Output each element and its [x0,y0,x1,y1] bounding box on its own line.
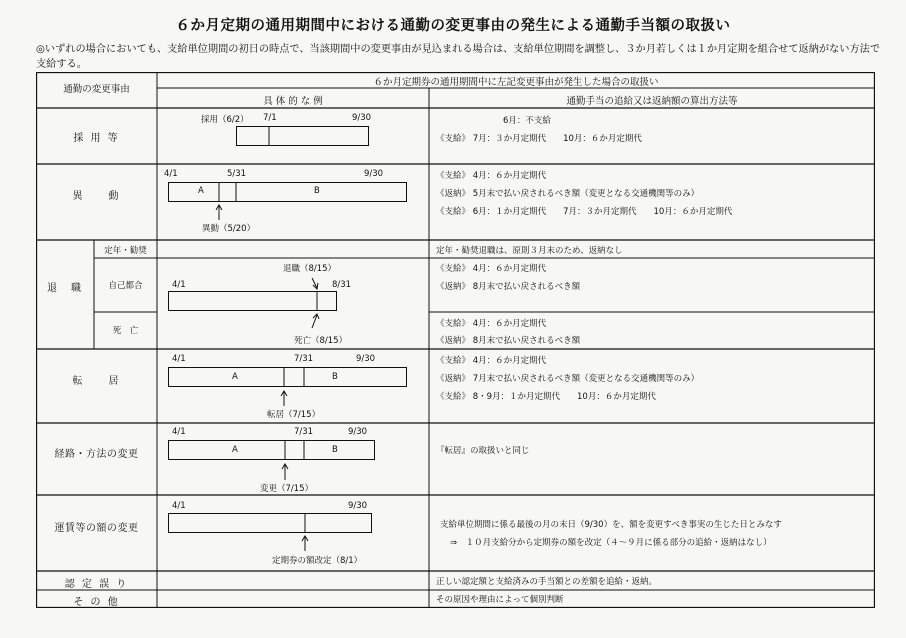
label-sonota: そ の 他 [73,597,120,608]
header-method: 通勤手当の追給又は返納額の算出方法等 [566,96,738,107]
ido-segment-b: B [314,186,320,196]
shibo-method-1: 《支給》 4月：６か月定期代 [436,319,547,329]
keiro-segment-b: B [332,445,338,455]
jiko-method-1: 《支給》 4月：６か月定期代 [436,264,547,274]
saiyo-date-hire: 採用（6/2） [201,115,249,125]
tenkyo-segment-b: B [332,372,338,382]
tenkyo-date-start: 4/1 [172,354,186,364]
taishoku-date-end: 8/31 [332,280,352,290]
keiro-date-start: 4/1 [172,427,186,437]
header-reason: 通勤の変更事由 [63,84,130,95]
ido-date-end: 9/30 [364,169,384,179]
label-saiyo: 採 用 等 [73,133,120,144]
ido-date-mid: 5/31 [227,169,247,179]
label-unchin: 運賃等の額の変更 [54,523,139,534]
label-jiko: 自己都合 [108,281,143,291]
ido-segment-a: A [198,186,204,196]
saiyo-method-1: 6月：不支給 [503,116,551,126]
ido-event: 異動（5/20） [202,224,256,234]
keiro-method-1: 『転居』の取扱いと同じ [436,446,530,456]
intro-note: ◎いずれの場合においても、支給単位期間の初日の時点で、当該期間中の変更事由が見込まれる場合は、支給単位期間を調整し、３か月若しくは１か月定期を組合せて返納がない方法で支給する。 [36,44,881,70]
keiro-segment-a: A [232,445,238,455]
tenkyo-date-mid: 7/31 [294,354,314,364]
jiko-method-2: 《返納》 8月末で払い戻されるべき額 [436,282,581,292]
taishoku-event-bottom: 死亡（8/15） [294,336,348,346]
tenkyo-segment-a: A [232,372,238,382]
header-example: 具 体 的 な 例 [263,96,323,107]
saiyo-date-mid: 7/1 [263,113,277,123]
taishoku-event-top: 退職（8/15） [283,264,337,274]
label-tenkyo: 転 居 [72,376,121,387]
ido-method-2: 《返納》 5月末で払い戻されるべき額（変更となる交通機関等のみ） [436,189,700,199]
tenkyo-method-1: 《支給》 4月：６か月定期代 [436,356,547,366]
header-handling: ６か月定期券の通用期間中に左記変更事由が発生した場合の取扱い [373,77,659,88]
tenkyo-method-2: 《返納》 7月末で払い戻されるべき額（変更となる交通機関等のみ） [436,374,700,384]
page-title: ６か月定期の通用期間中における通勤の変更事由の発生による通勤手当額の取扱い [175,18,731,34]
unchin-event: 定期券の額改定（8/1） [272,556,363,566]
keiro-event: 変更（7/15） [260,484,314,494]
teinen-method: 定年・勧奨退職は、原則３月末のため、返納なし [436,246,623,256]
label-keiro: 経路・方法の変更 [54,449,139,460]
nintei-method: 正しい認定額と支給済みの手当額との差額を追給・返納。 [436,577,658,587]
saiyo-method-2: 《支給》 7月：３か月定期代 10月：６か月定期代 [436,134,642,144]
unchin-method-1: 支給単位期間に係る最後の月の末日（9/30）を、額を変更すべき事実の生じた日とみなす [440,520,782,530]
keiro-date-mid: 7/31 [294,427,314,437]
tenkyo-event: 転居（7/15） [267,410,321,420]
ido-method-3: 《支給》 6月：１か月定期代 7月：３か月定期代 10月：６か月定期代 [436,207,733,217]
shibo-method-2: 《返納》 8月末で払い戻されるべき額 [436,336,581,346]
label-teinen: 定年・勧奨 [104,246,147,256]
label-nintei: 認 定 誤 り [64,579,129,590]
keiro-date-end: 9/30 [348,427,368,437]
taishoku-date-start: 4/1 [172,280,186,290]
label-taishoku: 退 職 [47,283,83,294]
sonota-method: その原因や理由によって個別判断 [436,595,564,605]
label-ido: 異 動 [72,191,121,202]
ido-date-start: 4/1 [164,169,178,179]
label-shibo: 死 亡 [112,326,139,336]
unchin-date-start: 4/1 [172,501,186,511]
tenkyo-method-3: 《支給》 8・9月：１か月定期代 10月：６か月定期代 [436,392,656,402]
rules-table [36,72,875,608]
ido-method-1: 《支給》 4月：６か月定期代 [436,171,547,181]
unchin-date-end: 9/30 [348,501,368,511]
saiyo-date-end: 9/30 [352,113,372,123]
tenkyo-date-end: 9/30 [356,354,376,364]
unchin-method-2: ⇒ １０月支給分から定期券の額を改定（４～９月に係る部分の追給・返納はなし） [450,538,772,548]
